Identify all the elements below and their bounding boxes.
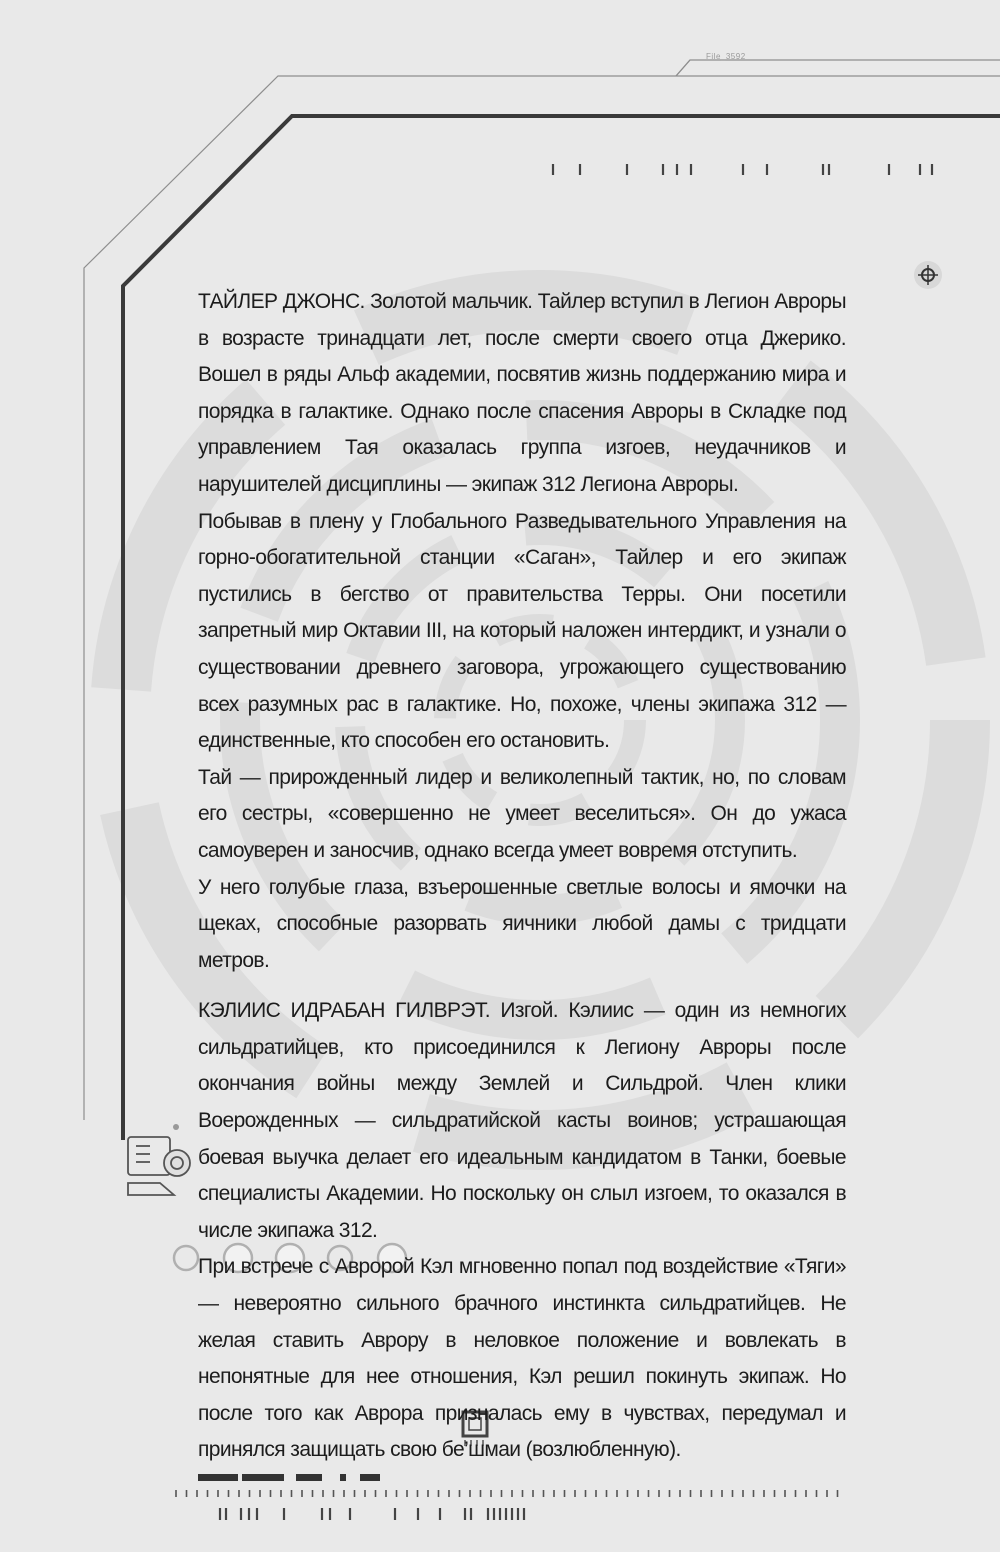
- paragraph-tyler-character: Тай — прирожденный лидер и великолепный тактик, но, по словам его сестры, «совершенно не умеет веселиться». Он до ужаса самоуверен и заносчив, однако всегда умеет вовремя отступить.: [198, 765, 846, 862]
- paragraph-kal-story: При встрече с Авророй Кэл мгновенно попал под воздействие «Тяги» — невероятно сильного брачного инстинкта сильдратийцев. Не желая ставить Аврору в неловкое положение и вовлекать в непонятные для нее отношения, Кэл решил покинуть экипаж. Но после того как Аврора призналась ему в чувствах, передумал и принялся защищать свою бе’шмаи (возлюбленную).: [198, 1255, 846, 1462]
- body-text: [198, 284, 846, 1469]
- frame-tab-label: File_3592: [706, 52, 746, 61]
- side-gadget-icon: [128, 1124, 190, 1195]
- bottom-barcode: [198, 1474, 380, 1481]
- bottom-tick-groups: [220, 1508, 524, 1520]
- crosshair-icon: [914, 261, 942, 289]
- paragraph-kal-intro: КЭЛИИС ИДРАБАН ГИЛВРЭТ. Изгой. Кэлиис — один из немногих сильдратийцев, кто присоединился к Легиону Авроры после окончания войны между Землей и Сильдрой. Член клики Воерожденных — сильдратийской касты воинов; устрашающая боевая выучка делает его идеальным кандидатом в Танки, боевые специалисты Академии. Но поскольку он слыл изгоем, то оказался в числе экипажа 312.: [198, 999, 846, 1242]
- paragraph-tyler-looks: У него голубые глаза, взъерошенные светлые волосы и ямочки на щеках, способные разорвать яичники любой дамы с тридцати метров.: [198, 875, 846, 972]
- paragraph-tyler-story: Побывав в плену у Глобального Разведывательного Управления на горно-обогатительной станции «Саган», Тайлер и его экипаж пустились в бегство от правительства Терры. Они посетили запретный мир Октавии III, на который наложен интердикт, и узнали о существовании древнего заговора, угрожающего существованию всех разумных рас в галактике. Но, похоже, члены экипажа 312 — единственные, кто способен его остановить.: [198, 509, 846, 753]
- top-tick-marks: [553, 164, 932, 175]
- paragraph-tyler-intro: ТАЙЛЕР ДЖОНС. Золотой мальчик. Тайлер вступил в Легион Авроры в возрасте тринадцати лет, после смерти своего отца Джерико. Вошел в ряды Альф академии, посвятив жизнь поддержанию мира и порядка в галактике. Однако после спасения Авроры в Складке под управлением Тая оказалась группа изгоев, неудачников и нарушителей дисциплины — экипаж 312 Легиона Авроры.: [198, 290, 846, 496]
- bottom-dotted-scale: [176, 1490, 838, 1497]
